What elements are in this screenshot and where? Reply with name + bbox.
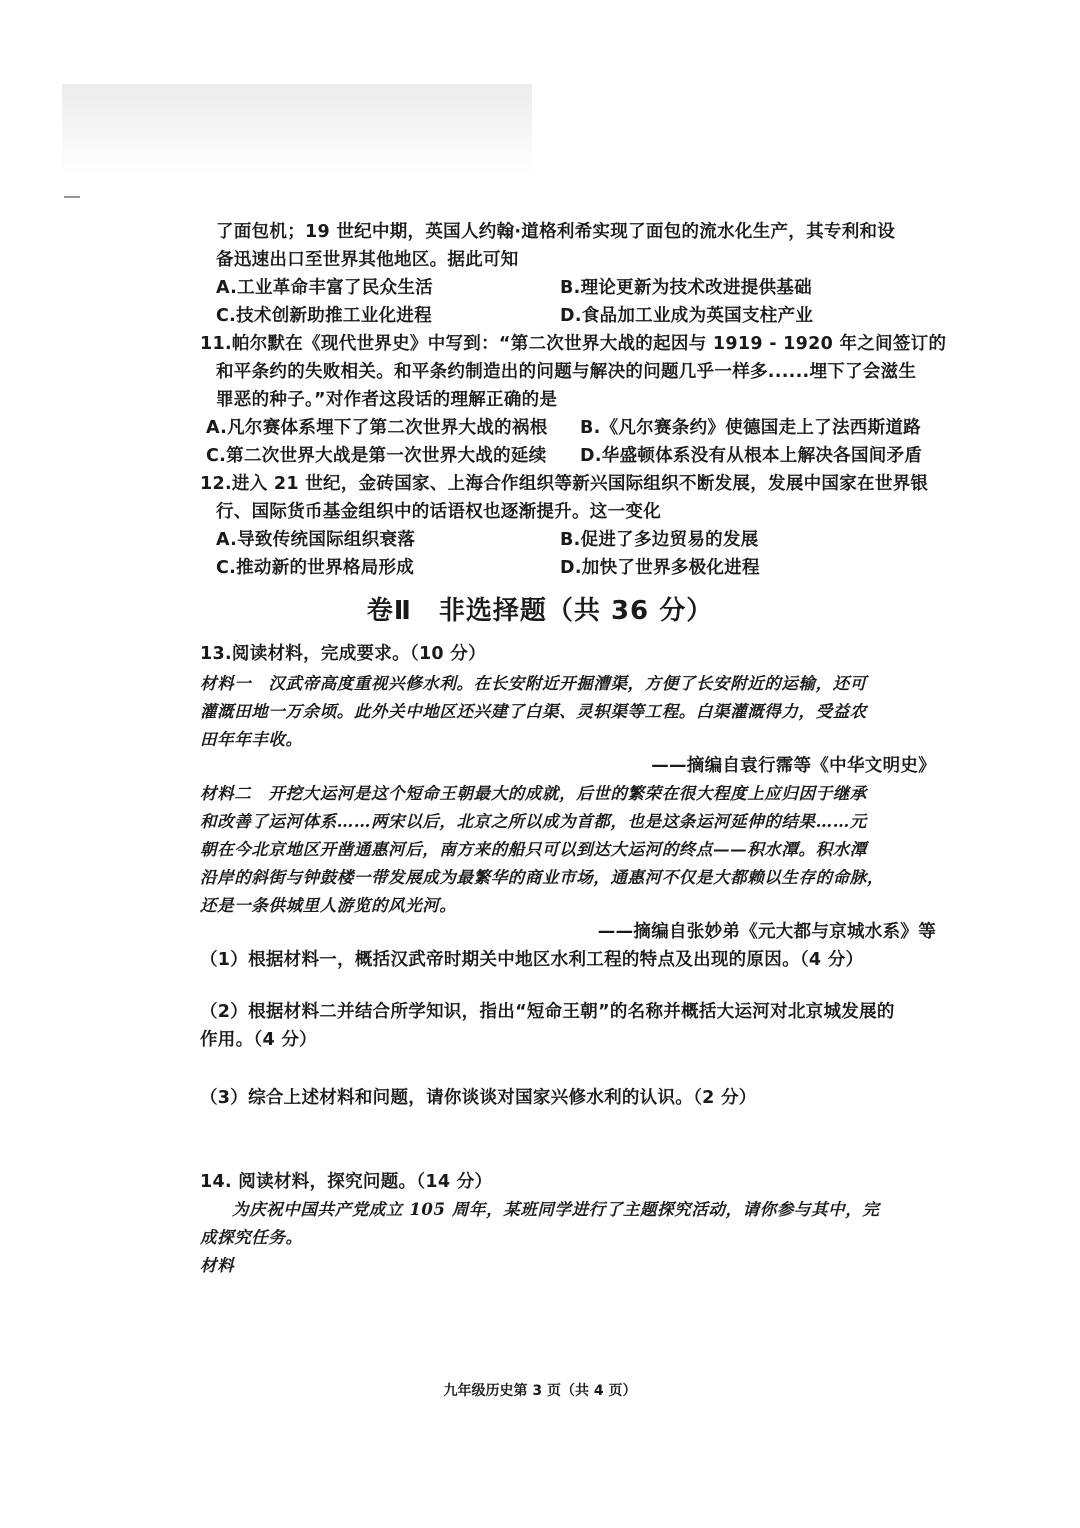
q14-intro-line1: 为庆祝中国共产党成立 105 周年，某班同学进行了主题探究活动，请你参与其中，完 xyxy=(232,1200,880,1219)
q10-stem-line2: 备迅速出口至世界其他地区。据此可知 xyxy=(216,250,519,270)
q12-option-d: D.加快了世界多极化进程 xyxy=(560,558,760,578)
q13-material2-line4: 沿岸的斜街与钟鼓楼一带发展成为最繁华的商业市场，通惠河不仅是大都赖以生存的命脉， xyxy=(200,868,884,887)
q12-option-c: C.推动新的世界格局形成 xyxy=(216,558,415,578)
q13-subquestion-2-line1: （2）根据材料二并结合所学知识，指出“短命王朝”的名称并概括大运河对北京城发展的 xyxy=(200,1002,895,1022)
q13-material2-line2: 和改善了运河体系……两宋以后，北京之所以成为首都，也是这条运河延伸的结果……元 xyxy=(200,812,867,831)
q13-material2-line3: 朝在今北京地区开凿通惠河后，南方来的船只可以到达大运河的终点——积水潭。积水潭 xyxy=(200,840,867,859)
q11-stem-line3: 罪恶的种子。”对作者这段话的理解正确的是 xyxy=(216,390,558,410)
q10-option-c: C.技术创新助推工业化进程 xyxy=(216,306,432,326)
page-footer: 九年级历史第 3 页（共 4 页） xyxy=(443,1383,637,1399)
q11-option-d: D.华盛顿体系没有从根本上解决各国间矛盾 xyxy=(580,446,923,466)
scan-shadow xyxy=(62,84,532,174)
q14-material-label: 材料 xyxy=(200,1256,235,1275)
q11-stem-line1: 11.帕尔默在《现代世界史》中写到：“第二次世界大战的起因与 1919 - 1920 年之间签订的 xyxy=(200,334,947,354)
q13-material2-line5: 还是一条供城里人游览的风光河。 xyxy=(200,896,457,915)
q11-option-b: B.《凡尔赛条约》使德国走上了法西斯道路 xyxy=(580,418,921,438)
q12-stem-line1: 12.进入 21 世纪，金砖国家、上海合作组织等新兴国际组织不断发展，发展中国家在世界银 xyxy=(200,474,929,494)
q13-subquestion-2-line2: 作用。（4 分） xyxy=(200,1030,317,1050)
scan-mark xyxy=(64,196,80,198)
q10-stem-line1: 了面包机；19 世纪中期，英国人约翰·道格利希实现了面包的流水化生产，其专利和设 xyxy=(216,222,896,242)
q13-material1-line1: 材料一 汉武帝高度重视兴修水利。在长安附近开掘漕渠，方便了长安附近的运输，还可 xyxy=(200,674,867,693)
q12-option-b: B.促进了多边贸易的发展 xyxy=(560,530,759,550)
q13-material1-source: ——摘编自袁行霈等《中华文明史》 xyxy=(651,756,936,776)
q11-stem-line2: 和平条约的失败相关。和平条约制造出的问题与解决的问题几乎一样多......埋下了会滋生 xyxy=(216,362,917,382)
q10-option-a: A.工业革命丰富了民众生活 xyxy=(216,278,433,298)
q13-subquestion-1: （1）根据材料一，概括汉武帝时期关中地区水利工程的特点及出现的原因。（4 分） xyxy=(200,950,864,970)
q13-material1-line2: 灌溉田地一万余顷。此外关中地区还兴建了白渠、灵轵渠等工程。白渠灌溉得力，受益农 xyxy=(200,702,867,721)
q11-option-a: A.凡尔赛体系埋下了第二次世界大战的祸根 xyxy=(206,418,548,438)
q14-intro-line2: 成探究任务。 xyxy=(200,1228,303,1247)
q13-material2-source: ——摘编自张妙弟《元大都与京城水系》等 xyxy=(597,922,936,942)
q12-option-a: A.导致传统国际组织衰落 xyxy=(216,530,416,550)
q14-title: 14. 阅读材料，探究问题。（14 分） xyxy=(200,1172,493,1192)
section-title: 卷Ⅱ 非选择题（共 36 分） xyxy=(366,596,714,626)
q12-stem-line2: 行、国际货币基金组织中的话语权也逐渐提升。这一变化 xyxy=(216,502,661,522)
q13-material1-line3: 田年年丰收。 xyxy=(200,730,303,749)
q10-option-d: D.食品加工业成为英国支柱产业 xyxy=(560,306,814,326)
q10-option-b: B.理论更新为技术改进提供基础 xyxy=(560,278,812,298)
q13-subquestion-3: （3）综合上述材料和问题，请你谈谈对国家兴修水利的认识。（2 分） xyxy=(200,1088,757,1108)
q13-material2-line1: 材料二 开挖大运河是这个短命王朝最大的成就，后世的繁荣在很大程度上应归因于继承 xyxy=(200,784,867,803)
q11-option-c: C.第二次世界大战是第一次世界大战的延续 xyxy=(206,446,547,466)
q13-title: 13.阅读材料，完成要求。（10 分） xyxy=(200,644,486,664)
